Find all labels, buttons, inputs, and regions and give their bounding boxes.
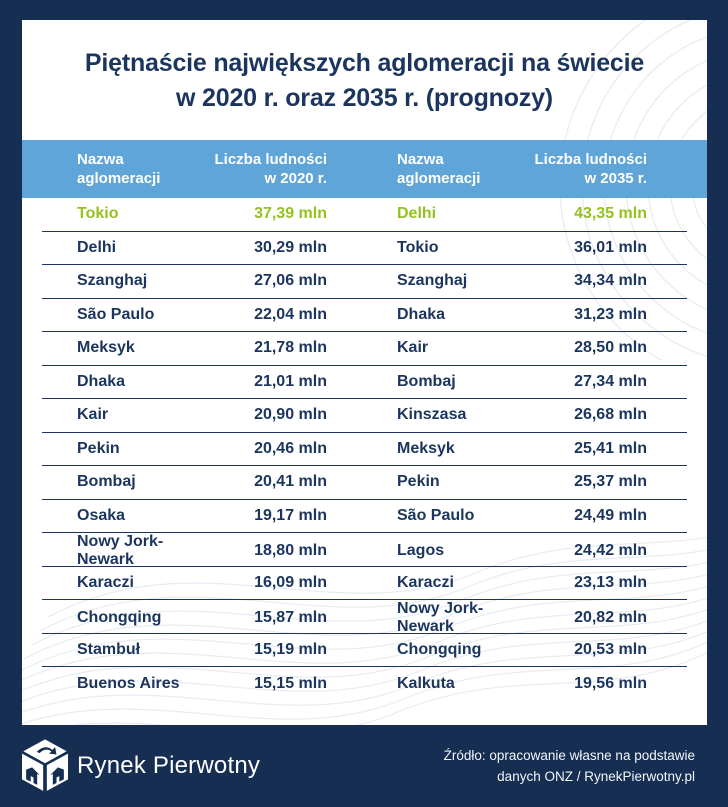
city-2035-cell: São Paulo: [397, 506, 475, 524]
pop-2020-cell: 21,01 mln: [254, 372, 327, 390]
pop-2035-cell: 25,41 mln: [574, 439, 647, 457]
source-line2: danych ONZ / RynekPierwotny.pl: [497, 769, 695, 784]
page-title-line2: w 2020 r. oraz 2035 r. (prognozy): [176, 84, 553, 112]
city-2035-cell: Chongqing: [397, 640, 482, 658]
header-population-2020: Liczba ludności w 2020 r.: [214, 151, 327, 187]
page-title: [22, 20, 707, 140]
table-row: [42, 600, 687, 634]
city-2020-cell: Kair: [77, 406, 109, 424]
table-row: [42, 667, 687, 701]
pop-2035-cell: 31,23 mln: [574, 305, 647, 323]
pop-2020-cell: 30,29 mln: [254, 238, 327, 256]
pop-2020-cell: 22,04 mln: [254, 305, 327, 323]
brand-name: Rynek Pierwotny: [77, 752, 261, 779]
table-row: [42, 332, 687, 366]
table-rows: [22, 198, 707, 701]
city-2020-cell: Meksyk: [77, 339, 135, 357]
pop-2020-cell: 20,46 mln: [254, 439, 327, 457]
table-row: [42, 500, 687, 534]
table-row: [42, 399, 687, 433]
city-2035-cell: Lagos: [397, 542, 445, 559]
city-2035-cell: Pekin: [397, 473, 440, 491]
city-2035-cell: Bombaj: [397, 372, 456, 390]
table-row: [42, 198, 687, 232]
brand: [22, 739, 260, 793]
pop-2035-cell: 20,53 mln: [574, 640, 647, 658]
city-2035-cell: Delhi: [397, 205, 437, 223]
pop-2035-cell: 24,42 mln: [574, 542, 647, 559]
pop-2020-cell: 18,80 mln: [254, 542, 327, 559]
city-2035-cell: Szanghaj: [397, 272, 468, 290]
pop-2035-cell: 28,50 mln: [574, 339, 647, 357]
content-card: [22, 20, 707, 725]
city-2020-cell: Delhi: [77, 238, 117, 256]
city-2020-cell: Dhaka: [77, 372, 126, 390]
table-row: [42, 466, 687, 500]
pop-2035-cell: 25,37 mln: [574, 473, 647, 491]
table-row: [42, 299, 687, 333]
header-population-2035: Liczba ludności w 2035 r.: [534, 151, 647, 187]
pop-2035-cell: 43,35 mln: [574, 205, 647, 223]
table-row: [42, 366, 687, 400]
pop-2020-cell: 15,15 mln: [254, 674, 327, 692]
pop-2020-cell: 20,41 mln: [254, 473, 327, 491]
table-row: [42, 567, 687, 601]
pop-2020-cell: 20,90 mln: [254, 406, 327, 424]
pop-2035-cell: 34,34 mln: [574, 272, 647, 290]
table-row: [42, 533, 687, 567]
table-row: [42, 634, 687, 668]
city-2020-cell: Osaka: [77, 506, 126, 524]
city-2035-cell: Meksyk: [397, 439, 455, 457]
pop-2020-cell: 21,78 mln: [254, 339, 327, 357]
rynek-pierwotny-cube-logo-icon: [22, 739, 68, 793]
pop-2020-cell: 37,39 mln: [254, 205, 327, 223]
city-2020-cell: Chongqing: [77, 609, 162, 626]
table-header: [22, 140, 707, 198]
city-2020-cell: Szanghaj: [77, 272, 148, 290]
city-2035-cell: Karaczi: [397, 573, 454, 591]
city-2035-cell: Kinszasa: [397, 406, 467, 424]
header-name-2035: Nazwa aglomeracji: [397, 151, 481, 187]
pop-2035-cell: 26,68 mln: [574, 406, 647, 424]
city-2020-cell: Bombaj: [77, 473, 136, 491]
pop-2020-cell: 15,19 mln: [254, 640, 327, 658]
pop-2035-cell: 23,13 mln: [574, 573, 647, 591]
pop-2020-cell: 15,87 mln: [254, 609, 327, 626]
city-2035-cell: Nowy Jork-Newark: [397, 600, 484, 635]
footer: [0, 725, 728, 807]
city-2020-cell: Nowy Jork-Newark: [77, 533, 164, 568]
pop-2020-cell: 16,09 mln: [254, 573, 327, 591]
table-row: [42, 232, 687, 266]
city-2020-cell: Buenos Aires: [77, 674, 180, 692]
city-2035-cell: Kalkuta: [397, 674, 455, 692]
pop-2035-cell: 20,82 mln: [574, 609, 647, 626]
pop-2020-cell: 27,06 mln: [254, 272, 327, 290]
city-2035-cell: Tokio: [397, 238, 439, 256]
city-2035-cell: Dhaka: [397, 305, 446, 323]
pop-2035-cell: 24,49 mln: [574, 506, 647, 524]
city-2020-cell: Stambuł: [77, 640, 141, 658]
table-row: [42, 265, 687, 299]
pop-2035-cell: 19,56 mln: [574, 674, 647, 692]
header-name-2020: Nazwa aglomeracji: [77, 151, 161, 187]
pop-2035-cell: 27,34 mln: [574, 372, 647, 390]
city-2020-cell: Tokio: [77, 205, 119, 223]
city-2020-cell: Pekin: [77, 439, 120, 457]
page-title-line1: Piętnaście największych aglomeracji na świecie: [84, 49, 645, 77]
source-line1: Źródło: opracowanie własne na podstawie: [443, 748, 695, 763]
table-row: [42, 433, 687, 467]
pop-2020-cell: 19,17 mln: [254, 506, 327, 524]
source-note: [444, 745, 695, 787]
pop-2035-cell: 36,01 mln: [574, 238, 647, 256]
city-2020-cell: São Paulo: [77, 305, 155, 323]
city-2035-cell: Kair: [397, 339, 429, 357]
city-2020-cell: Karaczi: [77, 573, 134, 591]
